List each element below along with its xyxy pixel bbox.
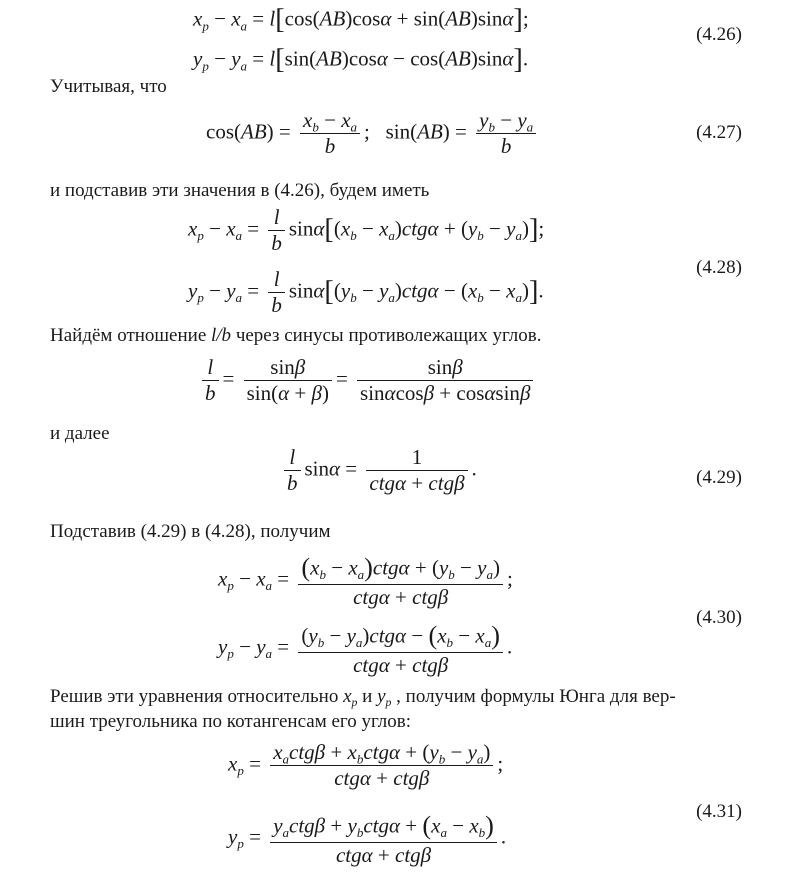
text-and-further: и далее (50, 423, 110, 444)
text-solving-part2: , получим формулы Юнга для вер- (391, 686, 676, 707)
eq-4-26-line-2: $y_p - y_a = l[\sin(AB)\cos\alpha - \cos(AB)\sin\alpha]$. (193, 44, 529, 75)
text-ratio-after: через синусы противолежащих углов. (231, 325, 542, 346)
eq-4-30-number: (4.30) (696, 607, 742, 628)
text-ratio (50, 325, 541, 347)
text-ratio-var: l/b (211, 325, 232, 346)
eq-4-31-number: (4.31) (696, 801, 742, 822)
eq-4-27-number: (4.27) (696, 122, 742, 143)
eq-4-26-line-1: $x_p - x_a = l[\cos(AB)\cos\alpha + \sin(AB)\sin\alpha]$; (193, 4, 529, 35)
eq-4-31-line-2: $y_p$ = $y_actg\beta + y_bctg\alpha + (x_a - x_b)$ ctgα + ctgβ . (228, 811, 507, 867)
text-solving-line-2: шин треугольника по котангенсам его углов: (50, 711, 412, 732)
eq-4-29: $\frac{l}{b}$ sinα = 1 ctgα + ctgβ . (280, 445, 477, 496)
text-substituting-4-29: Подставив (4.29) в (4.28), получим (50, 521, 331, 542)
var-xp: $x_p$ (343, 686, 358, 710)
eq-4-28-number: (4.28) (696, 257, 742, 278)
eq-4-27: cos(AB) = $\frac{x_b - x_a}{b}$ ; sin(AB) = $\frac{y_b - y_a}{b}$ (206, 108, 540, 159)
eq-4-26-number: (4.26) (696, 24, 742, 45)
text-solving-part1: Решив эти уравнения относительно (50, 686, 344, 707)
eq-4-28-line-1: $x_p - x_a$ = $\frac{l}{b}$ $\sin\alpha[(x_b - x_a)ctg\alpha + (y_b - y_a)]$; (188, 205, 545, 256)
text-considering: Учитывая, что (50, 76, 167, 97)
text-solving-and: и (357, 686, 378, 707)
text-solving-line-1 (50, 686, 676, 708)
text-substituting: и подставив эти значения в (4.26), будем иметь (50, 180, 430, 201)
text-ratio-before: Найдём отношение (50, 325, 211, 346)
eq-4-30-line-2: $y_p - y_a$ = $(y_b - y_a)ctg\alpha - (x_b - x_a)$ ctgα + ctgβ . (218, 621, 513, 677)
eq-4-28-line-2: $y_p - y_a$ = $\frac{l}{b}$ $\sin\alpha[(y_b - y_a)ctg\alpha - (x_b - x_a)]$. (188, 267, 544, 318)
eq-4-29-number: (4.29) (696, 467, 742, 488)
var-yp: $y_p$ (377, 686, 392, 710)
eq-4-31-line-1: $x_p$ = $x_actg\beta + x_bctg\alpha + (y_b - y_a)$ ctgα + ctgβ ; (228, 740, 504, 791)
eq-4-30-line-1: $x_p - x_a$ = $(x_b - x_a)ctg\alpha + (y_b - y_a)$ ctgα + ctgβ ; (218, 553, 513, 609)
eq-ratio-lb: $\frac{l}{b}$ = $\frac{\sin\beta}{\sin(\alpha + \beta)}$ = $\frac{\sin\beta}{\sin\alpha\cos\beta + \cos\alpha\sin\beta}$ (198, 355, 537, 406)
